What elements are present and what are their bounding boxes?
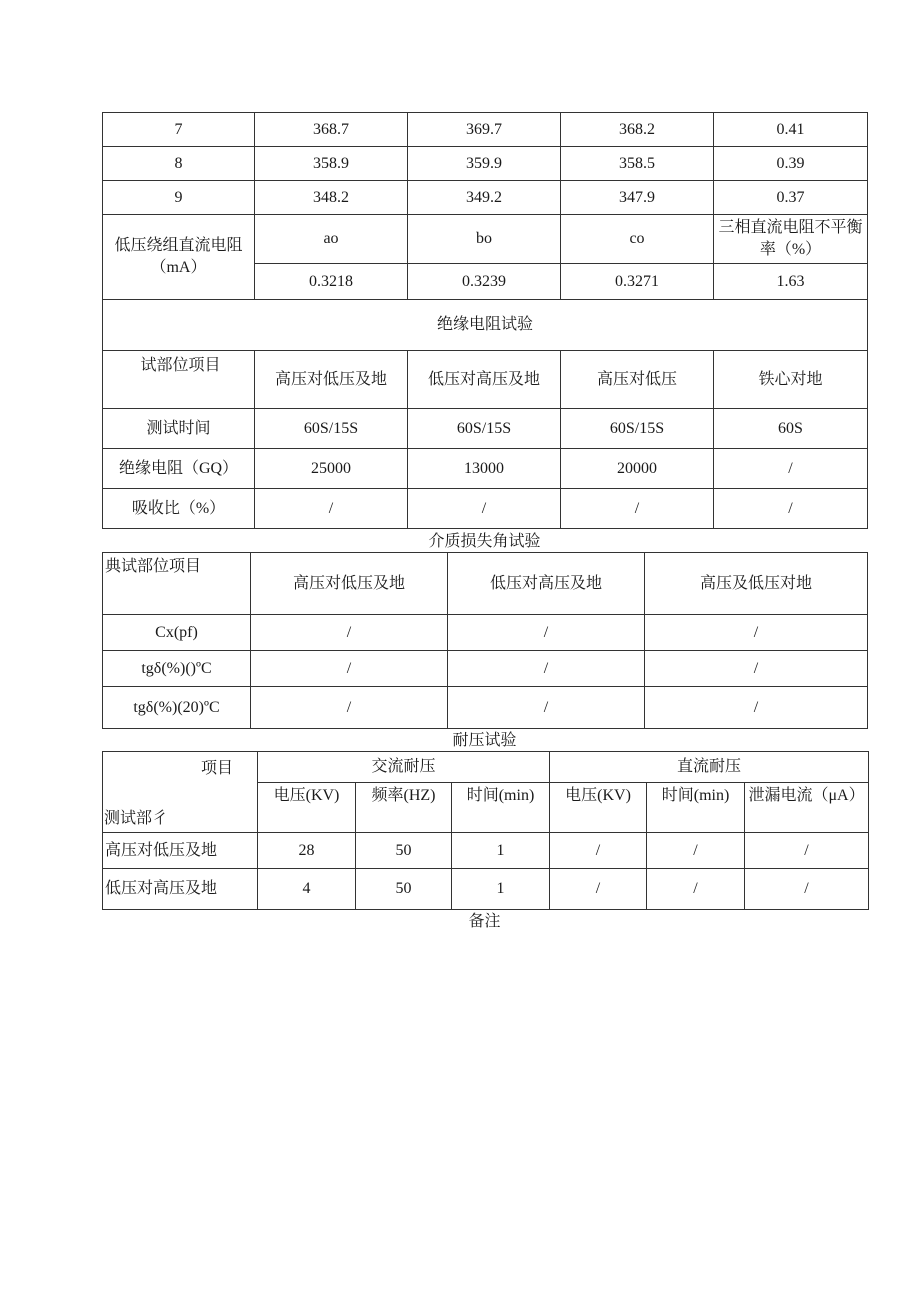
value-cell: 348.2 — [255, 181, 408, 215]
value-cell: 50 — [356, 869, 452, 910]
header-cell: bo — [408, 215, 561, 264]
tap-cell: 9 — [103, 181, 255, 215]
value-cell: / — [647, 869, 745, 910]
row-label: 吸收比（%） — [103, 489, 255, 529]
table-row — [103, 113, 868, 147]
value-cell: 28 — [258, 833, 356, 869]
value-cell: 60S — [714, 409, 868, 449]
value-cell: / — [448, 687, 645, 729]
withstand-title: 耐压试验 — [452, 732, 517, 749]
value-cell: 1 — [452, 869, 550, 910]
value-cell: 60S/15S — [408, 409, 561, 449]
table-row — [103, 752, 869, 783]
value-cell: / — [645, 615, 868, 651]
header-cell: 频率(HZ) — [356, 783, 452, 833]
tap-cell: 7 — [103, 113, 255, 147]
value-cell: / — [251, 615, 448, 651]
row-label: 测试时间 — [103, 409, 255, 449]
header-cell: 泄漏电流（μA） — [745, 783, 869, 833]
value-cell: / — [550, 833, 647, 869]
header-cell: 高压对低压 — [561, 351, 714, 409]
value-cell: / — [745, 869, 869, 910]
value-cell: 368.2 — [561, 113, 714, 147]
value-cell: / — [550, 869, 647, 910]
row-label: 绝缘电阻（GQ） — [103, 449, 255, 489]
header-cell: 铁心对地 — [714, 351, 868, 409]
header-cell: co — [561, 215, 714, 264]
value-cell: / — [448, 615, 645, 651]
value-cell: 20000 — [561, 449, 714, 489]
table-row — [103, 833, 869, 869]
header-cell: 高压对低压及地 — [255, 351, 408, 409]
table-row — [103, 651, 868, 687]
value-cell: 347.9 — [561, 181, 714, 215]
header-cell: 时间(min) — [647, 783, 745, 833]
value-cell: 0.37 — [714, 181, 868, 215]
value-cell: 368.7 — [255, 113, 408, 147]
table-row — [103, 489, 868, 529]
row-label: 低压对高压及地 — [103, 869, 258, 910]
value-cell: / — [745, 833, 869, 869]
value-cell: 0.39 — [714, 147, 868, 181]
lv-resistance-label: 低压绕组直流电阻（mA） — [103, 215, 255, 300]
header-cell: 低压对高压及地 — [408, 351, 561, 409]
table-row — [103, 351, 868, 409]
value-cell: 349.2 — [408, 181, 561, 215]
corner-label: 典试部位项目 — [103, 553, 251, 615]
row-label: tgδ(%)()ºC — [103, 651, 251, 687]
table-row — [103, 869, 869, 910]
value-cell: 0.3271 — [561, 264, 714, 300]
value-cell: 358.5 — [561, 147, 714, 181]
value-cell: 358.9 — [255, 147, 408, 181]
value-cell: / — [714, 489, 868, 529]
value-cell: / — [714, 449, 868, 489]
value-cell: / — [645, 651, 868, 687]
header-cell: 高压及低压对地 — [645, 553, 868, 615]
withstand-table — [102, 751, 869, 910]
header-cell: 电压(KV) — [550, 783, 647, 833]
value-cell: / — [647, 833, 745, 869]
table-row — [103, 147, 868, 181]
value-cell: / — [255, 489, 408, 529]
value-cell: 0.3218 — [255, 264, 408, 300]
remarks-label: 备注 — [468, 913, 501, 930]
row-label: 高压对低压及地 — [103, 833, 258, 869]
value-cell: / — [561, 489, 714, 529]
value-cell: 359.9 — [408, 147, 561, 181]
dc-group-header: 直流耐压 — [550, 752, 869, 783]
table-row — [103, 181, 868, 215]
dielectric-table — [102, 552, 868, 729]
corner-label: 试部位项目 — [103, 351, 255, 409]
value-cell: / — [251, 651, 448, 687]
header-cell: 高压对低压及地 — [251, 553, 448, 615]
resistance-insulation-table — [102, 112, 868, 529]
value-cell: 50 — [356, 833, 452, 869]
dielectric-title: 介质损失角试验 — [428, 533, 541, 550]
ac-group-header: 交流耐压 — [258, 752, 550, 783]
corner-top-label: 项目 — [200, 760, 233, 777]
table-row — [103, 215, 868, 264]
value-cell: 4 — [258, 869, 356, 910]
header-cell: ao — [255, 215, 408, 264]
tap-cell: 8 — [103, 147, 255, 181]
table-row — [103, 615, 868, 651]
table-row — [103, 300, 868, 351]
value-cell: / — [448, 651, 645, 687]
header-cell: 三相直流电阻不平衡率（%） — [714, 215, 868, 264]
table-row — [103, 687, 868, 729]
corner-cell — [103, 752, 258, 833]
row-label: Cx(pf) — [103, 615, 251, 651]
value-cell: 60S/15S — [255, 409, 408, 449]
value-cell: / — [645, 687, 868, 729]
corner-bottom-label: 测试部彳 — [104, 810, 169, 827]
value-cell: 369.7 — [408, 113, 561, 147]
value-cell: 25000 — [255, 449, 408, 489]
table-row — [103, 409, 868, 449]
value-cell: 1 — [452, 833, 550, 869]
value-cell: 1.63 — [714, 264, 868, 300]
value-cell: 60S/15S — [561, 409, 714, 449]
row-label: tgδ(%)(20)ºC — [103, 687, 251, 729]
value-cell: 0.41 — [714, 113, 868, 147]
table-row — [103, 449, 868, 489]
header-cell: 低压对高压及地 — [448, 553, 645, 615]
header-cell: 电压(KV) — [258, 783, 356, 833]
value-cell: 13000 — [408, 449, 561, 489]
table-row — [103, 553, 868, 615]
header-cell: 时间(min) — [452, 783, 550, 833]
value-cell: / — [251, 687, 448, 729]
value-cell: / — [408, 489, 561, 529]
section-title: 绝缘电阻试验 — [103, 300, 868, 351]
value-cell: 0.3239 — [408, 264, 561, 300]
